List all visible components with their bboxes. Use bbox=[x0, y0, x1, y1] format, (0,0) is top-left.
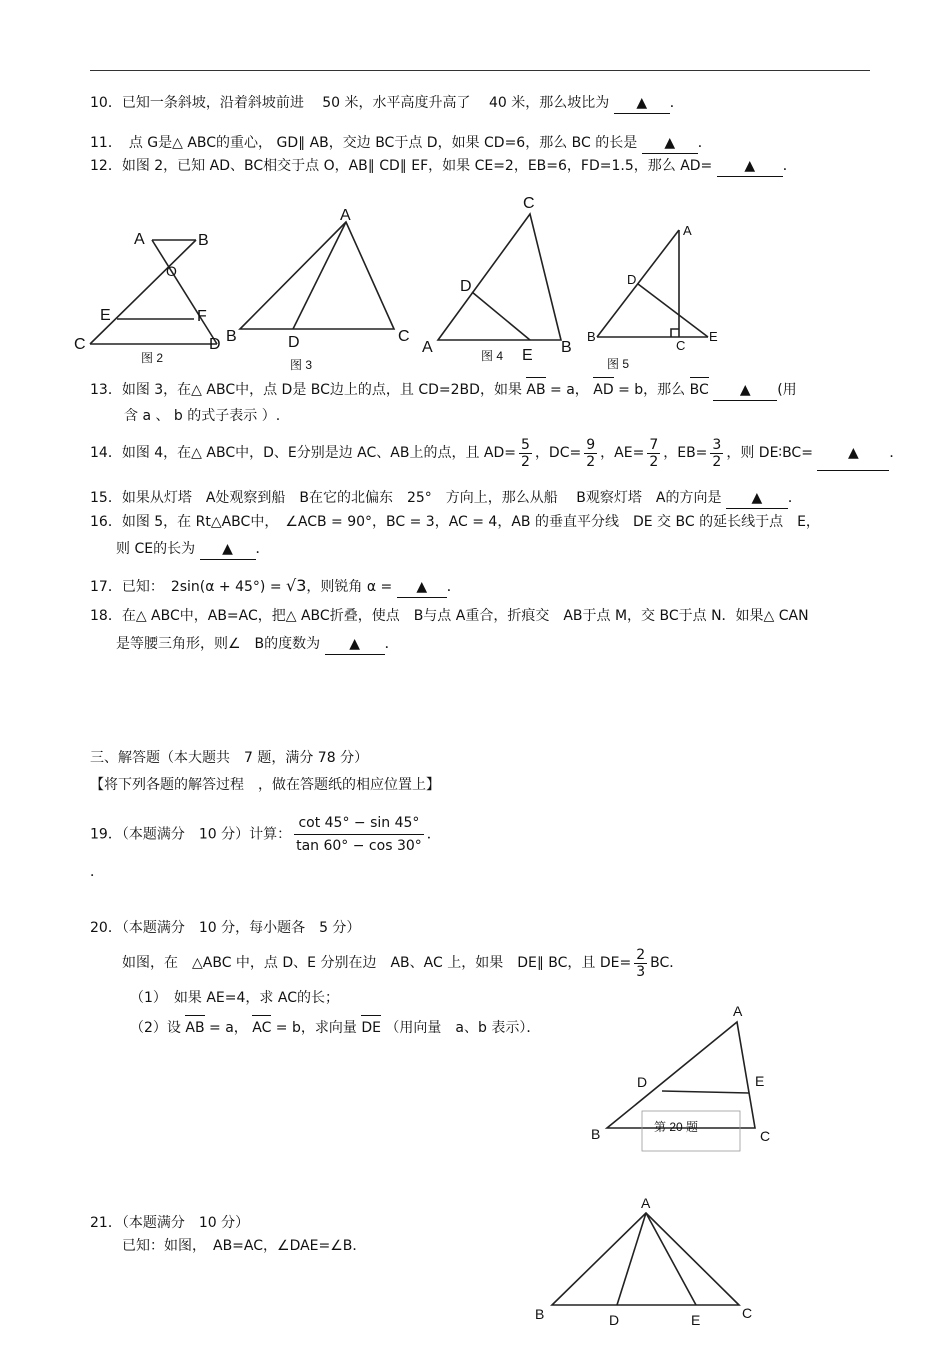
answer-blank: ▲ bbox=[642, 133, 698, 154]
vector-AB: AB bbox=[185, 1020, 205, 1036]
vector-DE: DE bbox=[361, 1020, 381, 1036]
figure-caption: 图 2 bbox=[141, 351, 164, 365]
label-B: B bbox=[561, 339, 572, 356]
label-C: C bbox=[523, 195, 535, 212]
question-10: 10．已知一条斜坡，沿着斜坡前进 50 米，水平高度升高了 40 米，那么坡比为 ▲ ． bbox=[90, 93, 684, 114]
answer-blank: ▲ bbox=[717, 156, 783, 177]
label-D: D bbox=[637, 1074, 648, 1090]
label-D: D bbox=[288, 334, 300, 351]
question-12: 12．如图 2，已知 AD、BC相交于点 O，AB∥ CD∥ EF，如果 CE=2，EB=6，FD=1.5，那么 AD= ▲ ． bbox=[90, 156, 797, 177]
vector-BC: BC bbox=[689, 382, 709, 398]
label-E: E bbox=[100, 307, 111, 324]
figure-21 bbox=[528, 1190, 768, 1335]
answer-blank: ▲ bbox=[614, 93, 670, 114]
question-13-cont: 含 a 、 b 的式子表示 ）. bbox=[124, 408, 281, 424]
label-E: E bbox=[522, 347, 533, 364]
stray-dot: ． bbox=[90, 864, 104, 880]
section-title: 三、解答题（本大题共 7 题，满分 78 分） bbox=[90, 750, 369, 766]
answer-blank: ▲ bbox=[817, 436, 889, 471]
figure-caption: 图 3 bbox=[290, 358, 313, 372]
fraction: $\frac{\cot 45^\circ - \sin 45^\circ}{\tan 60^\circ - \cos 30^\circ}$ bbox=[294, 812, 424, 857]
label-A: A bbox=[683, 223, 692, 238]
label-A: A bbox=[340, 207, 351, 224]
fraction: $\frac{2}{3}$ bbox=[636, 946, 646, 980]
label-E: E bbox=[709, 329, 718, 344]
question-20-part2: （2）设 AB = a， AC = b，求向量 DE （用向量 a、b 表示）． bbox=[130, 1020, 541, 1036]
figure-caption: 第 20 题 bbox=[654, 1120, 699, 1134]
label-B: B bbox=[591, 1126, 601, 1142]
label-O: O bbox=[166, 263, 177, 279]
answer-blank: ▲ bbox=[200, 539, 256, 560]
label-A: A bbox=[422, 339, 433, 356]
section-note: 【将下列各题的解答过程 ，做在答题纸的相应位置上】 bbox=[90, 777, 440, 793]
question-18-cont: 是等腰三角形，则∠ B的度数为 ▲ ． bbox=[116, 634, 399, 655]
question-18: 18．在△ ABC中，AB=AC，把△ ABC折叠，使点 B与点 A重合，折痕交 AB于点 M，交 BC于点 N．如果△ CAN bbox=[90, 608, 809, 624]
answer-blank: ▲ bbox=[726, 488, 788, 509]
label-E: E bbox=[755, 1073, 765, 1089]
question-21: 21．（本题满分 10 分） bbox=[90, 1215, 250, 1231]
question-20-body: 如图，在 △ABC 中，点 D、E 分别在边 AB、AC 上，如果 DE∥ BC，且 DE= $\frac{2}{3}$ BC． bbox=[122, 946, 684, 980]
label-B: B bbox=[226, 328, 237, 345]
label-D: D bbox=[209, 336, 221, 353]
figure-4 bbox=[420, 190, 585, 365]
question-11: 11． 点 G是△ ABC的重心， GD∥ AB，交边 BC于点 D，如果 CD=6，那么 BC 的长是 ▲ ． bbox=[90, 133, 712, 154]
question-19: 19．（本题满分 10 分）计算： $\frac{\cot 45^\circ - \sin 45^\circ}{\tan 60^\circ - \cos 30^\circ}$ ． bbox=[90, 812, 441, 857]
top-rule bbox=[90, 70, 870, 71]
label-B: B bbox=[198, 232, 209, 249]
fraction: $\frac{5}{2}$ bbox=[521, 436, 530, 470]
figure-3 bbox=[222, 205, 417, 375]
label-C: C bbox=[398, 328, 410, 345]
label-D: D bbox=[627, 272, 637, 287]
figure-20 bbox=[585, 1000, 785, 1160]
label-C: C bbox=[676, 338, 686, 353]
label-C: C bbox=[74, 336, 86, 353]
label-C: C bbox=[760, 1128, 771, 1144]
question-17: 17．已知： 2sin(α + 45°) = √3，则锐角 α = ▲ ． bbox=[90, 576, 461, 598]
label-C: C bbox=[742, 1305, 753, 1321]
question-16-cont: 则 CE的长为 ▲ ． bbox=[116, 539, 270, 560]
fraction: $\frac{7}{2}$ bbox=[649, 436, 659, 470]
question-15: 15．如果从灯塔 A处观察到船 B在它的北偏东 25° 方向上，那么从船 B观察灯塔 A的方向是 ▲ ． bbox=[90, 488, 802, 509]
label-A: A bbox=[733, 1003, 743, 1019]
label-B: B bbox=[535, 1306, 545, 1322]
figure-caption: 图 5 bbox=[607, 357, 630, 371]
figure-5 bbox=[585, 220, 720, 375]
label-E: E bbox=[691, 1312, 701, 1328]
question-13: 13．如图 3，在△ ABC中，点 D是 BC边上的点，且 CD=2BD，如果 AB = a， AD = b，那么 BC ▲ (用 bbox=[90, 380, 797, 401]
answer-blank: ▲ bbox=[325, 634, 385, 655]
figure-2 bbox=[70, 225, 230, 370]
question-20-part1: （1） 如果 AE=4，求 AC的长； bbox=[130, 990, 339, 1006]
question-16: 16．如图 5，在 Rt△ABC中， ∠ACB = 90°，BC = 3，AC = 4，AB 的垂直平分线 DE 交 BC 的延长线于点 E， bbox=[90, 514, 820, 530]
label-A: A bbox=[641, 1195, 651, 1211]
answer-blank: ▲ bbox=[397, 577, 447, 598]
label-F: F bbox=[197, 308, 207, 325]
label-D: D bbox=[460, 278, 472, 295]
fraction: $\frac{9}{2}$ bbox=[586, 436, 596, 470]
question-14: 14．如图 4，在△ ABC中，D、E分别是边 AC、AB上的点，且 AD= $\frac{5}{2}$ ，DC= $\frac{9}{2}$ ，AE= $\frac{7}{2}$ ，EB= $\frac{3}{2}$ ，则 DE∶BC= ▲ ． bbox=[90, 436, 904, 470]
label-B: B bbox=[587, 329, 596, 344]
answer-blank: ▲ bbox=[713, 380, 777, 401]
fraction: $\frac{3}{2}$ bbox=[712, 436, 722, 470]
label-A: A bbox=[134, 231, 145, 248]
vector-AC: AC bbox=[252, 1020, 272, 1036]
vector-AB: AB bbox=[526, 382, 546, 398]
figure-caption: 图 4 bbox=[481, 349, 504, 363]
vector-AD: AD bbox=[593, 382, 614, 398]
question-21-body: 已知：如图， AB=AC，∠DAE=∠B． bbox=[122, 1238, 367, 1254]
question-20: 20．（本题满分 10 分，每小题各 5 分） bbox=[90, 920, 361, 936]
label-D: D bbox=[609, 1312, 620, 1328]
